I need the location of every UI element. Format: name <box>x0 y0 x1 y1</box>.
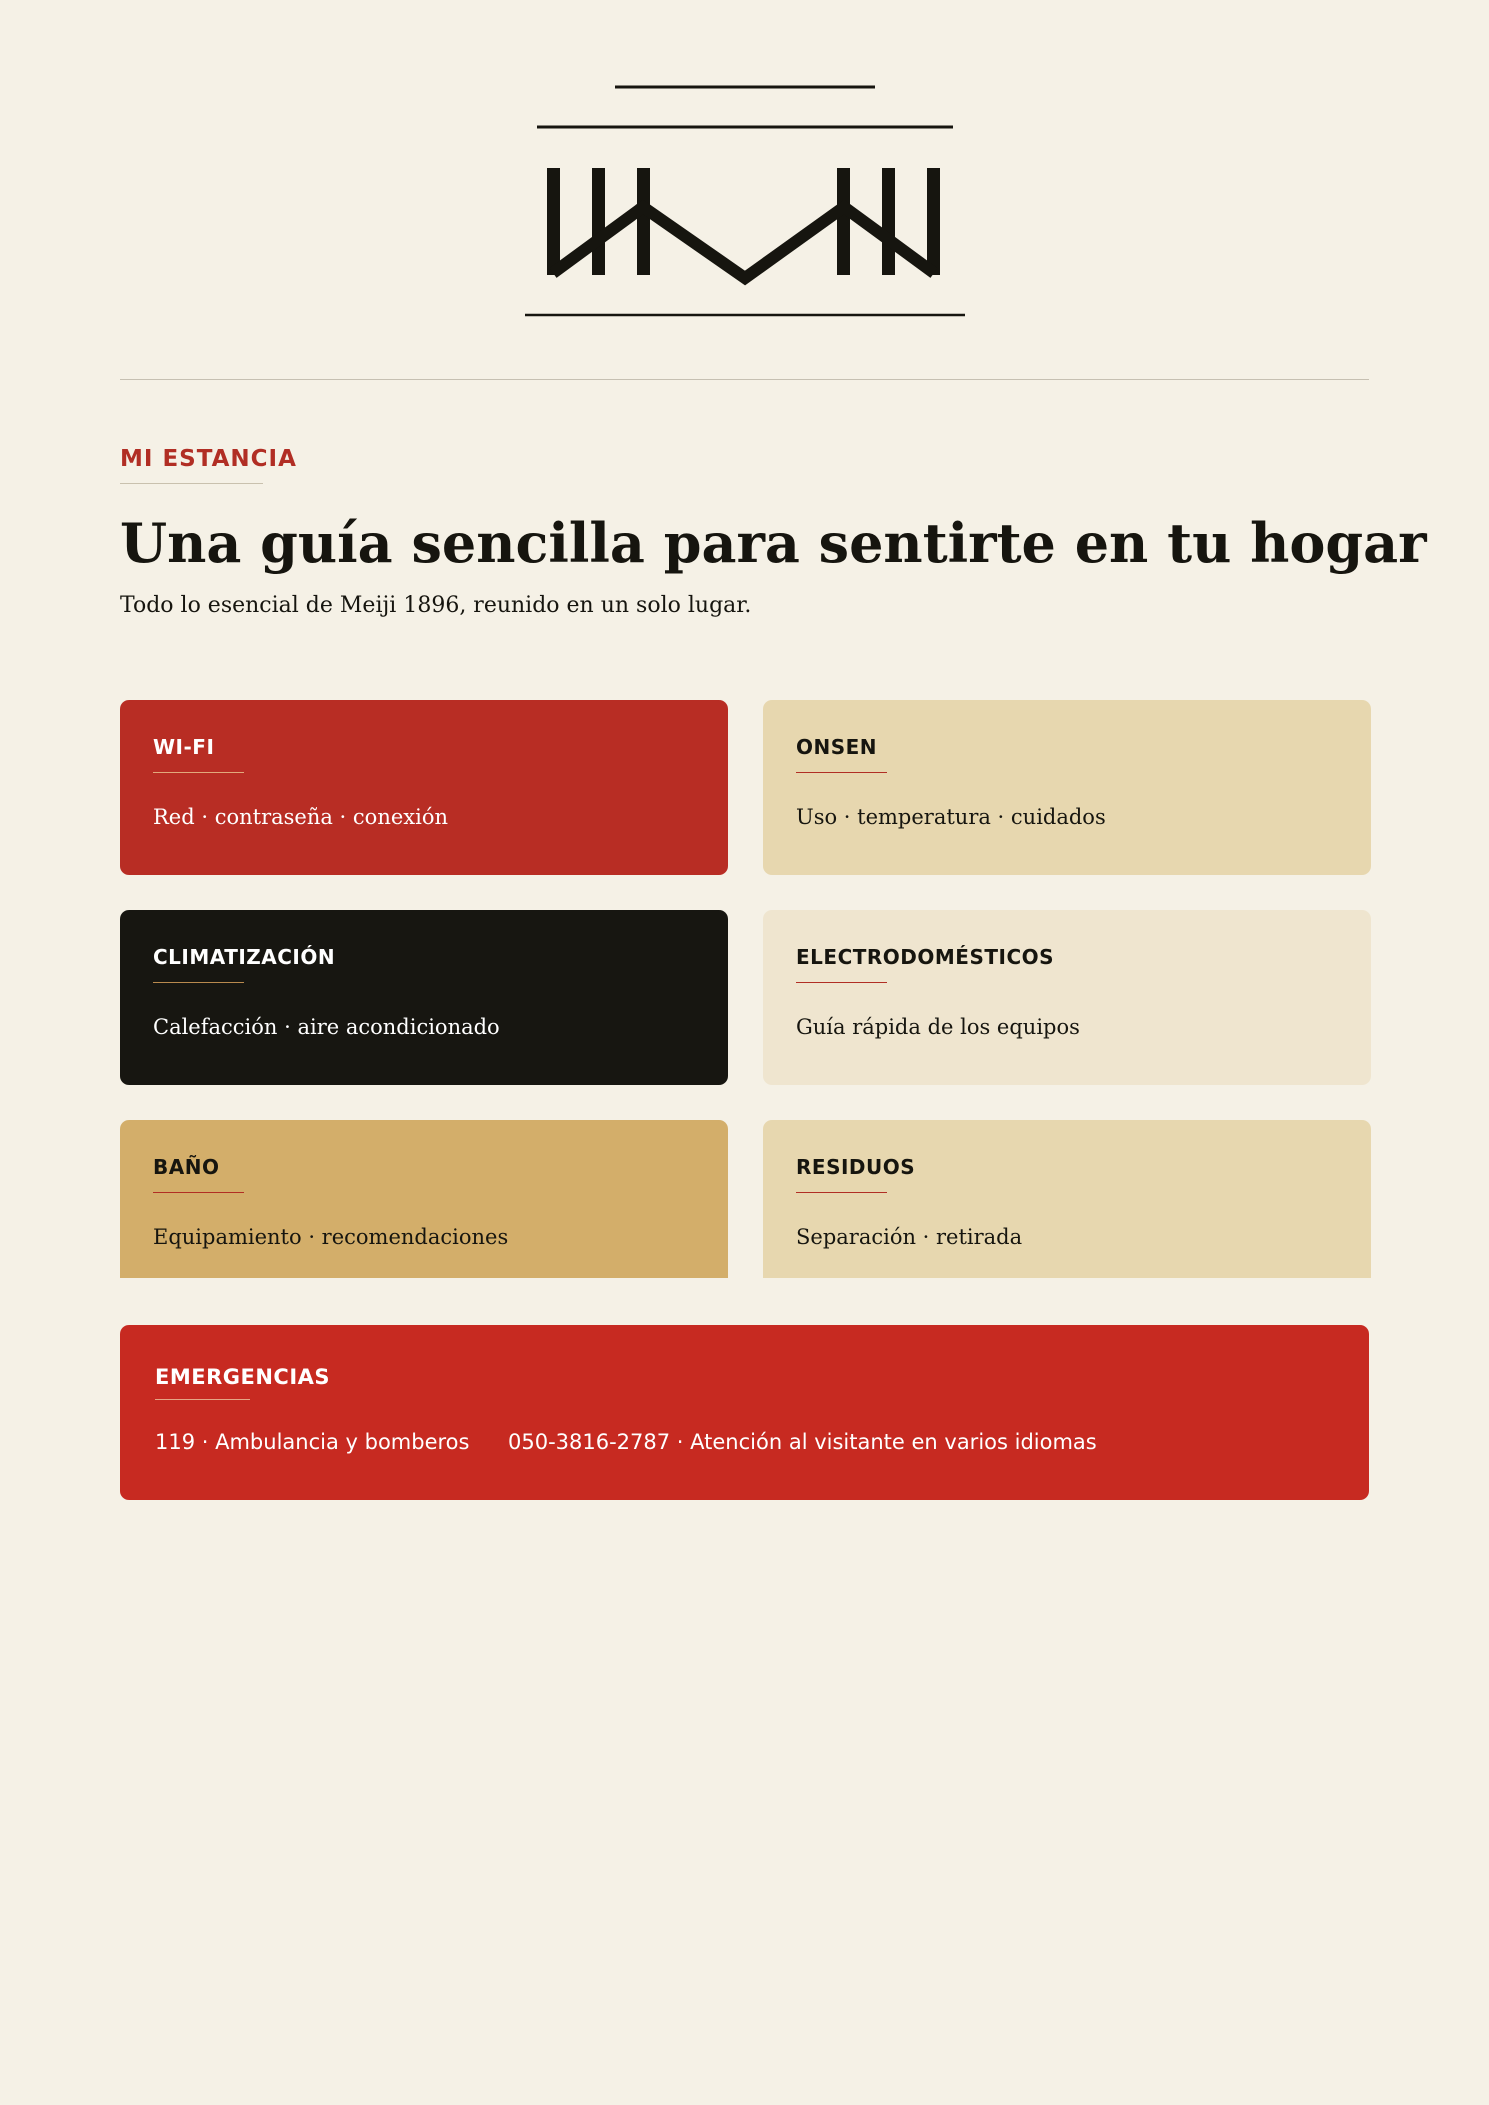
card-bano[interactable] <box>120 1120 728 1278</box>
card-title: RESIDUOS <box>796 1155 916 1179</box>
card-title: BAÑO <box>153 1155 220 1179</box>
emergency-visitor-line: 050-3816-2787 · Atención al visitante en varios idiomas <box>508 1430 1097 1454</box>
card-description: Separación · retirada <box>796 1225 1023 1249</box>
emergency-title: EMERGENCIAS <box>155 1365 331 1389</box>
eyebrow-underline <box>120 483 263 484</box>
card-climatizacion[interactable] <box>120 910 728 1085</box>
card-residuos[interactable] <box>763 1120 1371 1278</box>
meiji-1896-logo-icon <box>520 80 970 320</box>
card-title: ELECTRODOMÉSTICOS <box>796 945 1055 969</box>
card-title: ONSEN <box>796 735 878 759</box>
card-description: Uso · temperatura · cuidados <box>796 805 1106 829</box>
card-underline <box>796 982 887 983</box>
card-title: CLIMATIZACIÓN <box>153 945 336 969</box>
card-title: WI-FI <box>153 735 215 759</box>
header-divider <box>120 379 1369 380</box>
card-description: Guía rápida de los equipos <box>796 1015 1080 1039</box>
card-electrodomesticos[interactable] <box>763 910 1371 1085</box>
card-description: Calefacción · aire acondicionado <box>153 1015 500 1039</box>
card-underline <box>796 772 887 773</box>
emergency-underline <box>155 1399 250 1400</box>
page-subtitle: Todo lo esencial de Meiji 1896, reunido en un solo lugar. <box>120 593 752 618</box>
card-description: Equipamiento · recomendaciones <box>153 1225 509 1249</box>
card-wifi[interactable] <box>120 700 728 875</box>
card-underline <box>153 772 244 773</box>
section-eyebrow: MI ESTANCIA <box>120 446 297 472</box>
card-underline <box>153 982 244 983</box>
card-underline <box>796 1192 887 1193</box>
emergency-ambulance-number: 119 · Ambulancia y bomberos <box>155 1430 470 1454</box>
card-description: Red · contraseña · conexión <box>153 805 448 829</box>
card-onsen[interactable] <box>763 700 1371 875</box>
emergency-panel <box>120 1325 1369 1500</box>
page-title: Una guía sencilla para sentirte en tu hogar <box>120 511 1427 575</box>
card-underline <box>153 1192 244 1193</box>
